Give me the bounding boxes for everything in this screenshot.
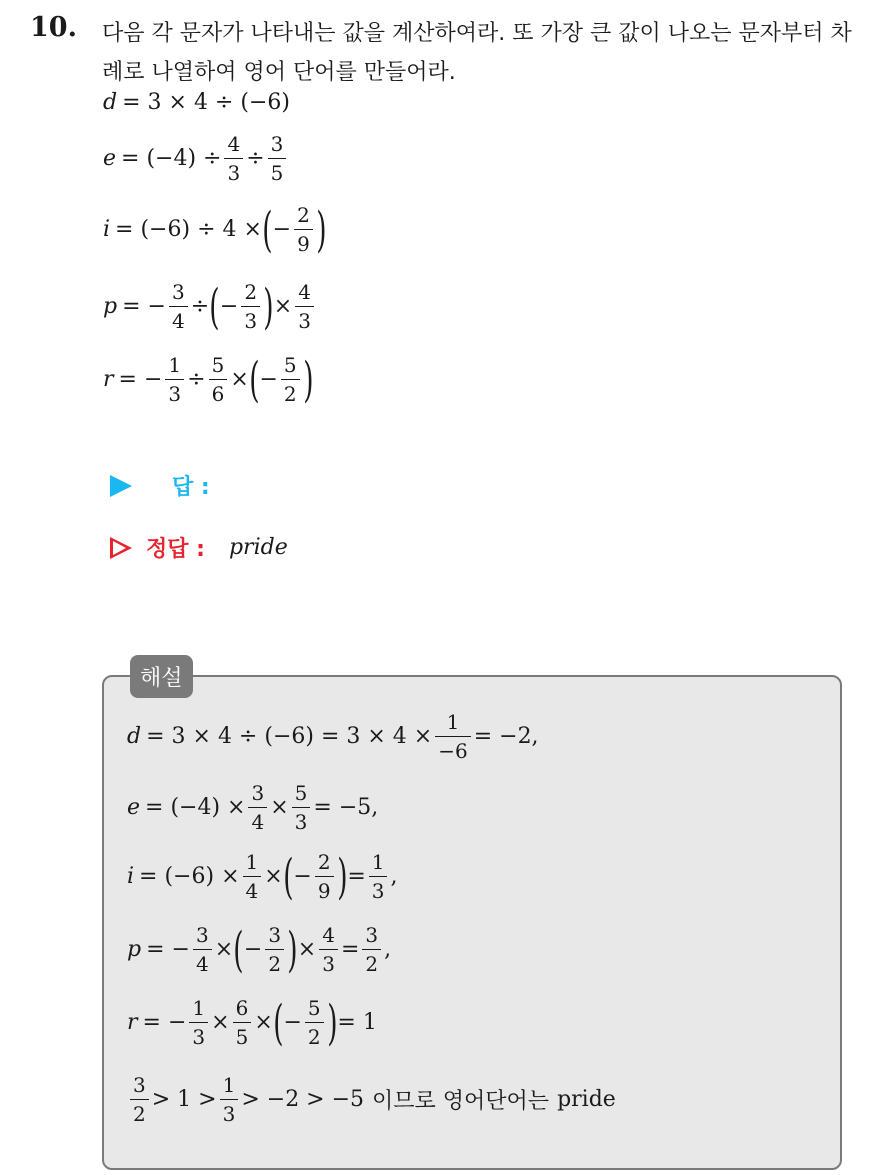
fraction: $\frac{4}{3}$ [319,925,338,974]
explanation-r: r = − $\frac{1}{3}$ × $\frac{6}{5}$ × ( − $\frac{5}{2}$ ) = 1 [127,994,377,1051]
var-d: d [103,90,118,115]
correct-answer-label: 정답 : [146,537,205,562]
fraction: $\frac{5}{3}$ [292,783,311,832]
equation-d [103,90,290,115]
explanation-tag: 해설 [130,655,193,698]
operator: ÷ [190,294,210,319]
explanation-i: i = (−6) × $\frac{1}{4}$ × ( − $\frac{2}{9}$ ) = $\frac{1}{3}$ , [127,848,398,905]
fraction: $\frac{5}{2}$ [305,998,324,1047]
fraction: $\frac{3}{2}$ [130,1075,149,1124]
right-paren: ) [316,201,327,258]
right-paren: ) [263,278,274,335]
fraction: $\frac{3}{2}$ [362,925,381,974]
right-paren: ) [302,351,314,408]
play-triangle-icon [110,475,132,497]
conclusion-word: pride [557,1087,616,1112]
question-text: 다음 각 문자가 나타내는 값을 계산하여라. 또 가장 큰 값이 나오는 문자부터 차례로 나열하여 영어 단어를 만들어라. [102,21,852,85]
fraction: $\frac{4}{3}$ [295,282,314,331]
neg-sign: − [272,217,292,242]
neg-sign: − [219,294,239,319]
operator: × [230,367,249,392]
fraction: $\frac{1}{-6}$ [435,712,470,761]
fraction: $\frac{6}{5}$ [233,998,252,1047]
neg-sign: − [259,367,278,392]
fraction: $\frac{4}{3}$ [224,134,243,183]
fraction: $\frac{3}{5}$ [268,134,287,183]
fraction: $\frac{2}{9}$ [294,205,313,254]
correct-answer-row [110,532,288,563]
fraction: $\frac{1}{3}$ [165,355,184,404]
equation-r [103,351,314,408]
operator: × [273,294,293,319]
equation-e [103,134,289,183]
eq-r-part: = − [118,367,163,392]
fraction: $\frac{3}{4}$ [248,783,267,832]
operator: ÷ [246,146,265,171]
question-number: 10. [30,12,77,43]
var-e: e [103,146,117,171]
fraction: $\frac{1}{3}$ [369,852,388,901]
var-r: r [103,367,114,392]
fraction: $\frac{5}{6}$ [209,355,228,404]
explanation-order: $\frac{3}{2}$ > 1 > $\frac{1}{3}$ > −2 > −5 이므로 영어단어는 pride [127,1075,616,1124]
fraction: $\frac{1}{3}$ [220,1075,239,1124]
outline-triangle-icon [110,537,132,559]
equation-i [103,201,327,258]
operator: ÷ [187,367,206,392]
fraction: $\frac{1}{3}$ [189,998,208,1047]
eq-i-part: = (−6) ÷ 4 × [115,217,262,242]
left-paren: ( [248,351,260,408]
fraction: $\frac{1}{4}$ [243,852,262,901]
fraction: $\frac{3}{4}$ [193,925,212,974]
eq-e-part: = (−4) ÷ [121,146,222,171]
left-paren: ( [209,278,220,335]
conclusion-text: 이므로 영어단어는 [372,1089,550,1114]
answer-label: 답 : [172,475,210,500]
var-p: p [103,294,118,319]
fraction: $\frac{3}{2}$ [265,925,284,974]
fraction: $\frac{3}{4}$ [169,282,188,331]
explanation-d: d = 3 × 4 ÷ (−6) = 3 × 4 × $\frac{1}{-6}$ = −2, [127,710,539,763]
fraction: $\frac{2}{9}$ [315,852,334,901]
fraction: $\frac{5}{2}$ [281,355,300,404]
eq-p-part: = − [122,294,166,319]
left-paren: ( [262,201,273,258]
var-i: i [103,217,111,242]
explanation-e: e = (−4) × $\frac{3}{4}$ × $\frac{5}{3}$ = −5, [127,781,379,834]
eq-d-rhs: = 3 × 4 ÷ (−6) [122,90,290,115]
equation-p [103,278,317,335]
fraction: $\frac{2}{3}$ [241,282,260,331]
correct-answer-value: pride [228,535,288,560]
answer-row [110,470,210,501]
explanation-p: p = − $\frac{3}{4}$ × ( − $\frac{3}{2}$ ) × $\frac{4}{3}$ = $\frac{3}{2}$ , [127,921,392,978]
